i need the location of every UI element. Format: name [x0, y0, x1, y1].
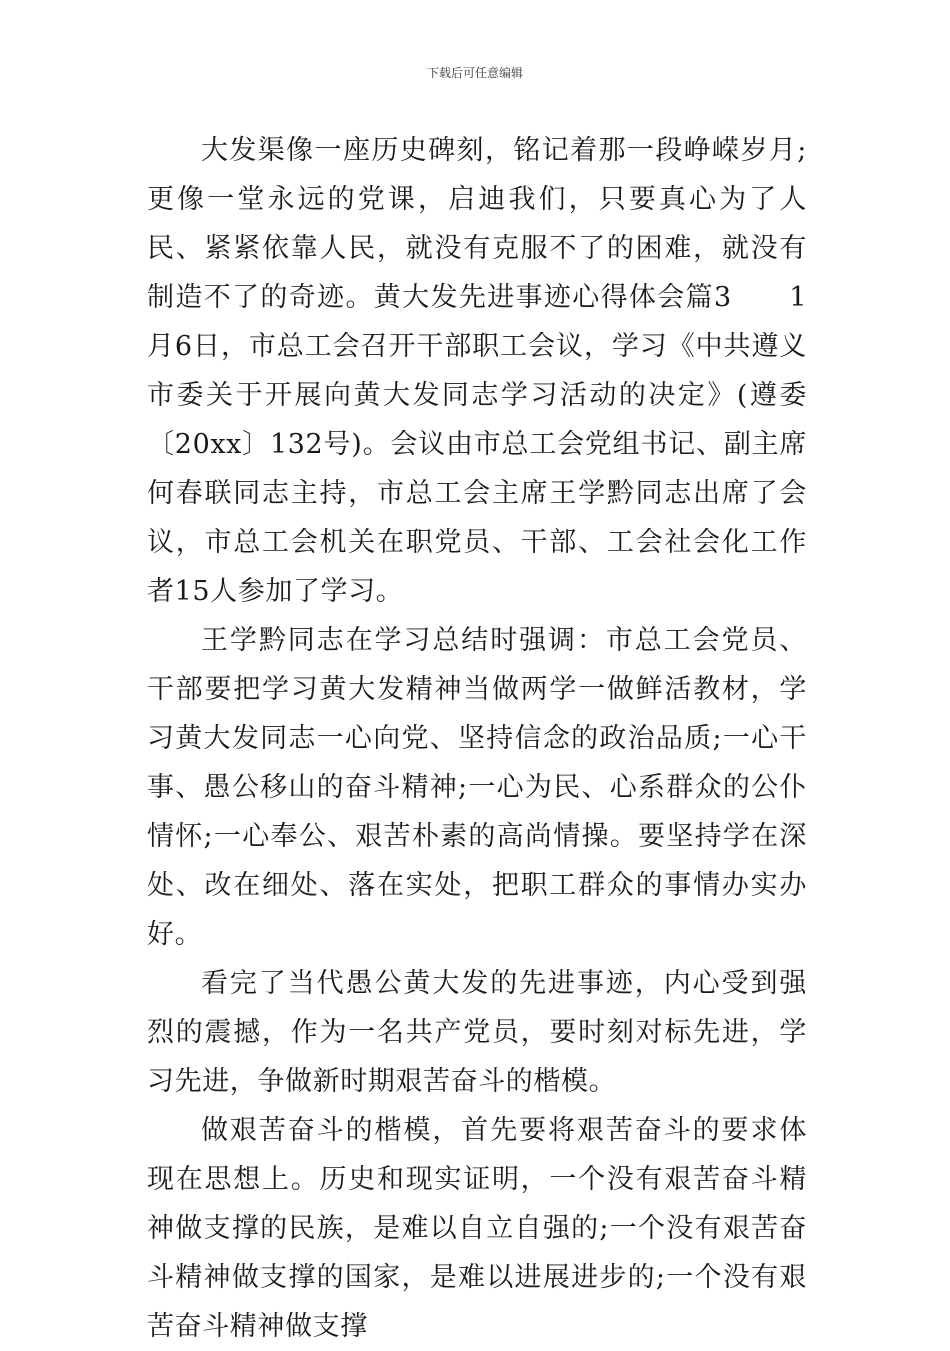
paragraph-3: 看完了当代愚公黄大发的先进事迹，内心受到强烈的震撼，作为一名共产党员，要时刻对标先进，学习先进，争做新时期艰苦奋斗的楷模。 — [147, 968, 807, 1097]
paragraph-2: 王学黔同志在学习总结时强调：市总工会党员、干部要把学习黄大发精神当做两学一做鲜活教材，学习黄大发同志一心向党、坚持信念的政治品质;一心干事、愚公移山的奋斗精神;一心为民、心系群众的公仆情怀;一心奉公、艰苦朴素的高尚情操。要坚持学在深处、改在细处、落在实处，把职工群众的事情办实办好。 — [147, 625, 807, 950]
paragraph-4: 做艰苦奋斗的楷模，首先要将艰苦奋斗的要求体现在思想上。历史和现实证明，一个没有艰苦奋斗精神做支撑的民族，是难以自立自强的;一个没有艰苦奋斗精神做支撑的国家，是难以进展进步的;一个没有艰苦奋斗精神做支撑 — [147, 1115, 807, 1342]
page-header-note: 下载后可任意编辑 — [426, 66, 523, 80]
paragraph-1: 大发渠像一座历史碑刻，铭记着那一段峥嵘岁月;更像一堂永远的党课，启迪我们，只要真心为了人民、紧紧依靠人民，就没有克服不了的困难，就没有制造不了的奇迹。黄大发先进事迹心得体会篇3 1月6日，市总工会召开干部职工会议，学习《中共遵义市委关于开展向黄大发同志学习活动的决定》(遵委〔20xx〕132号)。会议由市总工会党组书记、副主席何春联同志主持，市总工会主席王学黔同志出席了会议，市总工会机关在职党员、干部、工会社会化工作者15人参加了学习。 — [147, 135, 807, 607]
document-body — [147, 126, 807, 1351]
